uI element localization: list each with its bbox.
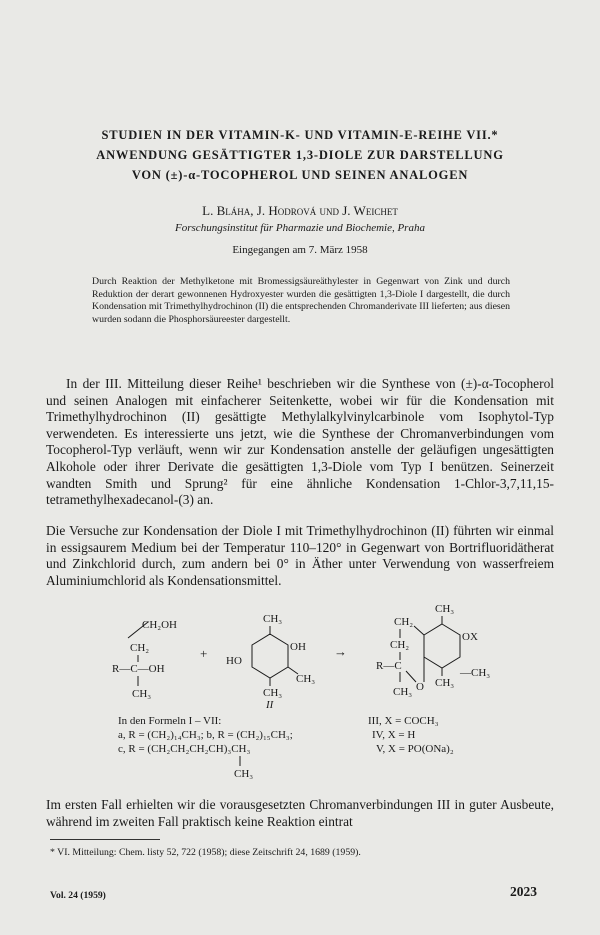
received-date: Eingegangen am 7. März 1958	[232, 244, 368, 256]
ch3-label-7: CH₃	[393, 686, 413, 698]
volume-info: Vol. 24 (1959)	[50, 890, 106, 901]
authors: L. Bláha, J. Hodrová und J. Weichet	[202, 203, 398, 218]
paragraph-2: Die Versuche zur Kondensation der Diole I mit Trimethylhydrochinon (II) führten wir einmal in essigsaurem Medium bei der Temperatur 110–120° in Gegenwart von Bortrifluoridätherat und Zinkchlorid durch, zum andern bei 0° in Äther unter Verwendung von wasserfreiem Aluminiumchlorid als Kondensationsmittel.	[46, 523, 554, 588]
title-line-3: VON (±)-α-TOCOPHEROL UND SEINEN ANALOGEN	[131, 168, 469, 182]
legend-c: c, R = (CH₂CH₂CH₂CH)₃CH₃	[118, 743, 251, 755]
ch3-label-3: CH₃	[296, 673, 316, 685]
paragraph-3: Im ersten Fall erhielten wir die vorausgesetzten Chromanverbindungen III in guter Ausbeute, während im zweiten Fall praktisch keine Reaktion eintrat	[46, 797, 554, 829]
legend-v: V, X = PO(ONa)₂	[376, 743, 454, 755]
ch3-label-5: CH₃	[435, 603, 455, 615]
r-c-label: R—C	[376, 660, 402, 672]
reaction-arrow: →	[334, 644, 347, 659]
legend-intro: In den Formeln I – VII:	[118, 715, 222, 727]
ch3-label-4: CH₃	[263, 687, 283, 699]
ch3-ring-label: —CH₃	[460, 667, 491, 679]
ring-oxygen-label: O	[416, 681, 424, 693]
legend-c-ch3: CH₃	[234, 768, 254, 780]
legend-iii: III, X = COCH₃	[368, 715, 439, 727]
ho-label: HO	[226, 655, 242, 667]
benzene-ring-ii	[252, 634, 288, 678]
ch2oh-label: CH₂OH	[142, 619, 178, 631]
footnote-rule	[50, 839, 160, 840]
ch3-label-2: CH₃	[263, 613, 283, 625]
legend-a: a, R = (CH₂)₁₄CH₃; b, R = (CH₂)₁₅CH₃;	[118, 729, 293, 741]
ox-label: OX	[462, 631, 478, 643]
paragraph-1: In der III. Mitteilung dieser Reihe¹ beschrieben wir die Synthese von (±)-α-Tocopherol und seinen Analogen mit einfacherer Seitenkette, wobei wir für die Kondensation mit Trimethylhydrochinon (II) gesättigte Methylalkylvinylcarbinole vom Isophytol-Typ verwendeten. Es interessierte uns jetzt, wie die Synthese der Chromanverbindungen vom Tocopherol-Typ verläuft, wenn wir zur Kondensation anstelle der geläufigen ungesättigten Alkohole oder ihrer Derivate die gesättigten 1,3-Diole vom Typ I benützen. Seinerzeit wandten Smith und Sprung² für eine ähnliche Kondensation 1-Chlor-3,7,11,15-tetramethylhexadecanol-(3) an.	[46, 376, 554, 508]
ch2-label-a: CH₂	[394, 616, 414, 628]
footnote: * VI. Mitteilung: Chem. listy 52, 722 (1958); diese Zeitschrift 24, 1689 (1959).	[50, 847, 361, 858]
ch2-label-b: CH₂	[390, 639, 410, 651]
oh-label: OH	[290, 641, 306, 653]
benzene-ring-chroman	[424, 624, 460, 668]
title-line-1: STUDIEN IN DER VITAMIN-K- UND VITAMIN-E-REIHE VII.*	[101, 128, 499, 142]
legend-iv: IV, X = H	[372, 729, 416, 741]
ch2-label: CH₂	[130, 642, 150, 654]
r-c-oh-label: R—C—OH	[112, 663, 165, 675]
bond	[406, 671, 416, 682]
chemical-structure-figure	[100, 598, 570, 810]
ch3-label-1: CH₃	[132, 688, 152, 700]
ch3-label-6: CH₃	[435, 677, 455, 689]
institution: Forschungsinstitut für Pharmazie und Biochemie, Praha	[175, 222, 425, 234]
plus-sign: +	[200, 646, 208, 661]
abstract: Durch Reaktion der Methylketone mit Bromessigsäureäthylester in Gegenwart von Zink und durch Reduktion der derart gewonnenen Hydroxyester wurden die gesättigten 1,3-Diole I dargestellt, die durch Kondensation mit Trimethylhydrochinon (II) die entsprechenden Chromanderivate III lieferten; aus diesen wurden sodann die Phosphorsäureester dargestellt.	[92, 276, 510, 325]
bond	[414, 626, 424, 635]
title-line-2: ANWENDUNG GESÄTTIGTER 1,3-DIOLE ZUR DARSTELLUNG	[96, 148, 504, 162]
page-number: 2023	[510, 884, 537, 899]
compound-label-ii: II	[266, 699, 274, 711]
